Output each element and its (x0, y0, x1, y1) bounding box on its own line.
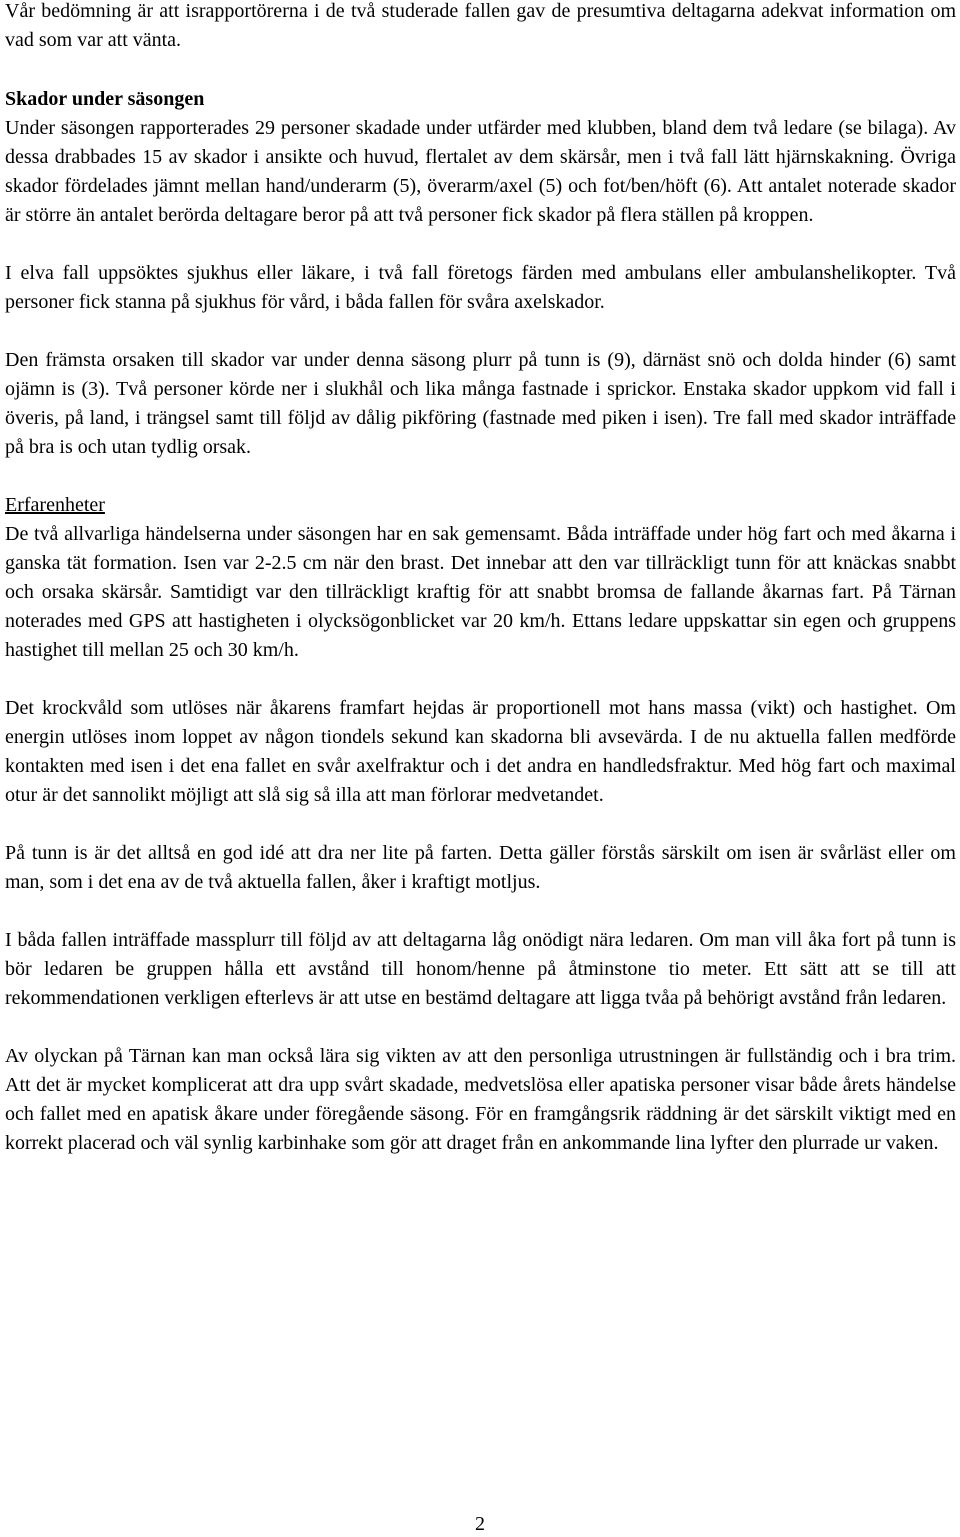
section-heading-experiences: Erfarenheter (5, 494, 105, 516)
section-heading-injuries: Skador under säsongen (5, 88, 205, 110)
paragraph-thin-ice-speed: På tunn is är det alltså en god idé att dra ner lite på farten. Detta gäller förstås särskilt om isen är svårläst eller om man, som i det ena av de två aktuella fallen, åker i kraftigt motljus. (5, 842, 956, 893)
paragraph-information: Vår bedömning är att israpportörerna i de två studerade fallen gav de presumtiva deltagarna adekvat information om vad som var att vänta. (5, 0, 956, 51)
section-injuries (5, 85, 956, 230)
paragraph-equipment: Av olyckan på Tärnan kan man också lära sig vikten av att den personliga utrustningen är fullständig och i bra trim. Att det är mycket komplicerat att dra upp svårt skadade, medvetslösa eller apatiska personer visar både årets händelse och fallet med en apatisk åkare under föregående säsong. För en framgångsrik räddning är det särskilt viktigt med en korrekt placerad och väl synlig karbinhake som gör att draget från en ankommande lina lyfter den plurrade ur vaken. (5, 1045, 956, 1154)
paragraph-experiences: De två allvarliga händelserna under säsongen har en sak gemensamt. Båda inträffade under hög fart och med åkarna i ganska tät formation. Isen var 2-2.5 cm när den brast. Det innebar att den var tillräckligt tunn för att knäckas snabbt och orsaka skärsår. Samtidigt var den tillräckligt kraftig för att snabbt bromsa de fallande åkarnas fart. På Tärnan noterades med GPS att hastigheten i olycksögonblicket var 20 km/h. Ettans ledare uppskattar sin egen och gruppens hastighet till mellan 25 och 30 km/h. (5, 523, 956, 661)
paragraph-injuries: Under säsongen rapporterades 29 personer skadade under utfärder med klubben, bland dem två ledare (se bilaga). Av dessa drabbades 15 av skador i ansikte och huvud, flertalet av dem skärsår, men i två fall lätt hjärnskakning. Övriga skador fördelades jämnt mellan hand/underarm (5), överarm/axel (5) och fot/ben/höft (6). Att antalet noterade skador är större än antalet berörda deltagare beror på att två personer fick skador på flera ställen på kroppen. (5, 117, 956, 226)
paragraph-impact-force: Det krockvåld som utlöses när åkarens framfart hejdas är proportionell mot hans massa (vikt) och hastighet. Om energin utlöses inom loppet av någon tiondels sekund kan skadorna bli avsevärda. I de nu aktuella fallen medförde kontakten med isen i det ena fallet en svår axelfraktur och i det andra en handledsfraktur. Med hög fart och maximal otur är det sannolikt möjligt att slå sig så illa att man förlorar medvetandet. (5, 697, 956, 806)
paragraph-distance: I båda fallen inträffade massplurr till följd av att deltagarna låg onödigt nära ledaren. Om man vill åka fort på tunn is bör ledaren be gruppen hålla ett avstånd till honom/henne på åtminstone tio meter. Ett sätt att se till att rekommendationen verkligen efterlevs är att utse en bestämd deltagare att ligga tvåa på behörigt avstånd från ledaren. (5, 929, 956, 1009)
paragraph-hospital: I elva fall uppsöktes sjukhus eller läkare, i två fall företogs färden med ambulans eller ambulanshelikopter. Två personer fick stanna på sjukhus för vård, i båda fallen för svåra axelskador. (5, 262, 956, 313)
document-page (5, 0, 956, 1158)
section-experiences (5, 491, 956, 665)
paragraph-causes: Den främsta orsaken till skador var under denna säsong plurr på tunn is (9), därnäst snö och dolda hinder (6) samt ojämn is (3). Två personer körde ner i slukhål och lika många fastnade i sprickor. Enstaka skador uppkom vid fall i överis, på land, i trängsel samt till följd av dålig pikföring (fastnade med piken i isen). Tre fall med skador inträffade på bra is och utan tydlig orsak. (5, 349, 956, 458)
page-number: 2 (475, 1513, 485, 1535)
